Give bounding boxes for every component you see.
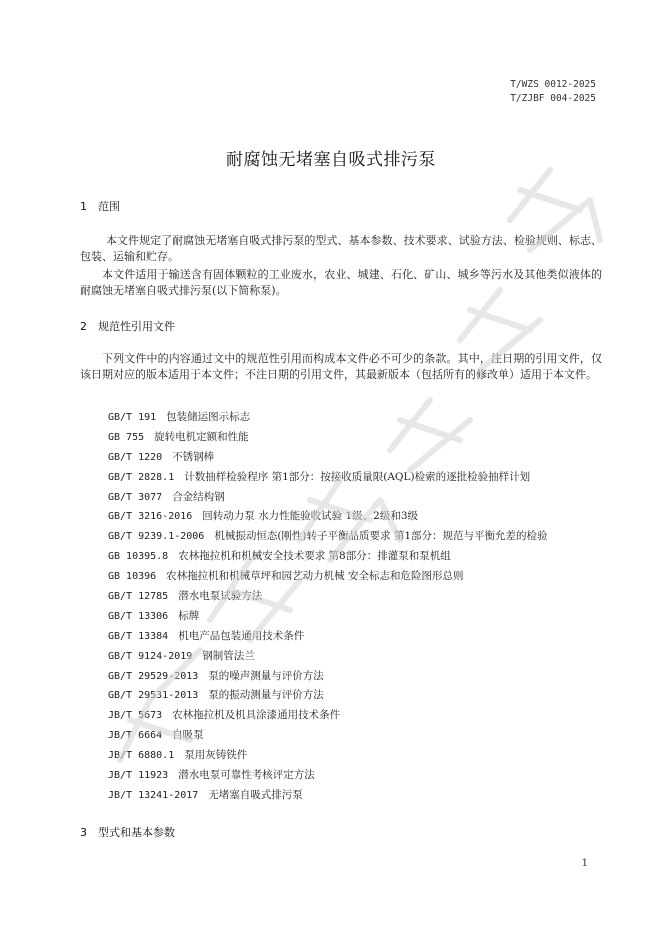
reference-code: GB/T 29531-2013 <box>108 690 199 702</box>
reference-code: GB 755 <box>108 431 145 443</box>
section-2-heading <box>80 318 175 334</box>
section-1-title: 范围 <box>98 200 120 213</box>
reference-item <box>108 627 548 647</box>
scope-paragraph-1: 本文件规定了耐腐蚀无堵塞自吸式排污泵的型式、基本参数、技术要求、试验方法、检验规则、标志、包装、运输和贮存。 <box>80 234 602 263</box>
reference-title: 机械振动恒态(刚性)转子平衡品质要求 第1部分：规范与平衡允差的检验 <box>214 530 548 543</box>
reference-title: 标牌 <box>178 609 200 622</box>
reference-title: 计数抽样检验程序 第1部分：按接收质量限(AQL)检索的逐批检验抽样计划 <box>184 470 531 483</box>
reference-code: JB/T 5673 <box>108 710 163 722</box>
reference-title: 自吸泵 <box>172 729 204 742</box>
reference-code: GB/T 1220 <box>108 451 163 463</box>
reference-title: 泵用灰铸铁件 <box>184 749 248 762</box>
reference-item <box>108 786 548 806</box>
reference-item <box>108 746 548 766</box>
reference-item <box>108 766 548 786</box>
reference-item <box>108 507 548 527</box>
standard-codes <box>510 78 596 106</box>
reference-code: GB/T 191 <box>108 412 157 423</box>
section-2-title: 规范性引用文件 <box>98 320 175 333</box>
reference-item <box>108 587 548 607</box>
page-number: 1 <box>581 858 588 869</box>
reference-title: 钢制管法兰 <box>202 649 255 662</box>
reference-item <box>108 726 548 746</box>
reference-code: JB/T 6664 <box>108 730 163 742</box>
reference-code: GB/T 9124-2019 <box>108 650 193 662</box>
reference-title: 无堵塞自吸式排污泵 <box>208 788 303 801</box>
section-3-title: 型式和基本参数 <box>98 826 175 839</box>
reference-item <box>108 488 548 508</box>
reference-item <box>108 408 548 428</box>
reference-code: GB 10395.8 <box>108 551 169 563</box>
reference-title: 潜水电泵可靠性考核评定方法 <box>178 769 315 782</box>
reference-title: 农林拖拉机和机械草坪和园艺动力机械 安全标志和危险图形总则 <box>166 570 464 583</box>
reference-title: 回转动力泵 水力性能验收试验 1级、2级和3级 <box>202 510 419 523</box>
reference-item <box>108 706 548 726</box>
reference-code: GB 10396 <box>108 571 157 583</box>
document-title: 耐腐蚀无堵塞自吸式排污泵 <box>226 150 436 170</box>
reference-item <box>108 468 548 488</box>
reference-title: 合金结构钢 <box>172 490 225 503</box>
reference-title: 农林拖拉机及机具涂漆通用技术条件 <box>172 709 341 722</box>
standard-code-1: T/WZS 0012-2025 <box>510 79 596 90</box>
reference-title: 旋转电机定额和性能 <box>154 430 249 443</box>
reference-item <box>108 428 548 448</box>
reference-item <box>108 686 548 706</box>
reference-title: 包装储运图示标志 <box>166 411 251 423</box>
reference-code: GB/T 9239.1-2006 <box>108 531 205 543</box>
reference-code: GB/T 29529-2013 <box>108 670 199 682</box>
scope-paragraph-2: 本文件适用于输送含有固体颗粒的工业废水，农业、城建、石化、矿山、城乡等污水及其他类似液体的耐腐蚀无堵塞自吸式排污泵(以下简称泵)。 <box>80 268 602 297</box>
reference-item <box>108 667 548 687</box>
reference-code: JB/T 11923 <box>108 770 169 782</box>
standard-code-2: T/ZJBF 004-2025 <box>510 93 596 104</box>
references-intro: 下列文件中的内容通过文中的规范性引用而构成本文件必不可少的条款。其中，注日期的引用文件，仅该日期对应的版本适用于本文件；不注日期的引用文件，其最新版本（包括所有的修改单）适用于本文件。 <box>80 352 602 381</box>
reference-code: GB/T 13306 <box>108 610 169 622</box>
section-3-heading <box>80 824 175 840</box>
reference-code: JB/T 6880.1 <box>108 750 175 762</box>
reference-item <box>108 547 548 567</box>
reference-title: 农林拖拉机和机械安全技术要求 第8部分：排灌泵和泵机组 <box>178 550 451 563</box>
reference-code: GB/T 3216-2016 <box>108 511 193 523</box>
section-1-heading <box>80 198 120 214</box>
reference-code: GB/T 12785 <box>108 591 169 603</box>
reference-title: 泵的振动测量与评价方法 <box>208 689 324 702</box>
reference-item <box>108 448 548 468</box>
section-3-number: 3 <box>80 826 87 839</box>
reference-title: 泵的噪声测量与评价方法 <box>208 669 324 682</box>
reference-code: JB/T 13241-2017 <box>108 789 199 801</box>
reference-item <box>108 647 548 667</box>
normative-references-list <box>108 408 548 806</box>
section-2-number: 2 <box>80 320 87 333</box>
reference-code: GB/T 13384 <box>108 630 169 642</box>
reference-title: 潜水电泵试验方法 <box>178 590 263 603</box>
section-1-number: 1 <box>80 200 87 213</box>
reference-title: 不锈钢棒 <box>172 450 215 463</box>
reference-item <box>108 567 548 587</box>
reference-code: GB/T 2828.1 <box>108 471 175 483</box>
reference-code: GB/T 3077 <box>108 491 163 503</box>
reference-item <box>108 607 548 627</box>
reference-title: 机电产品包装通用技术条件 <box>178 629 305 642</box>
reference-item <box>108 527 548 547</box>
